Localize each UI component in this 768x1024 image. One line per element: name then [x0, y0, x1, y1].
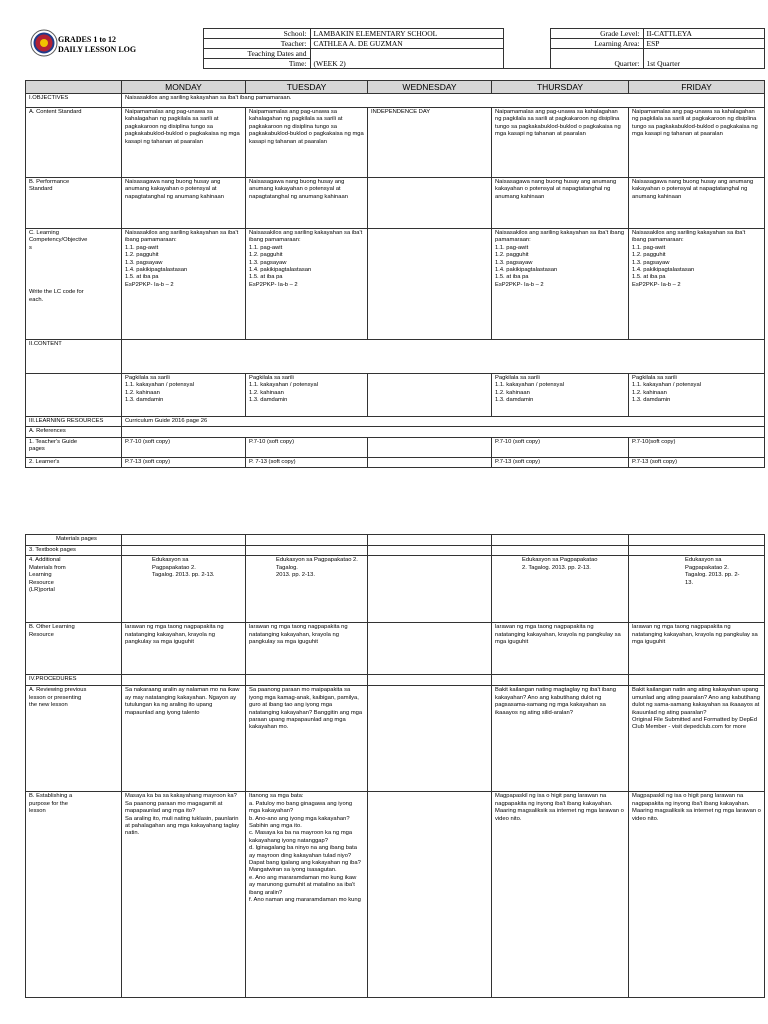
lesson-log-table-page1: [25, 80, 765, 468]
day-friday: FRIDAY: [629, 81, 765, 94]
other-resources-row: [26, 623, 765, 675]
day-tuesday: TUESDAY: [246, 81, 368, 94]
performance-standard-fri: Naisasagawa nang buong husay ang anumang kakayahan o potensyal at napagtatanghal ng anumang kahinaan: [629, 178, 765, 229]
additional-materials-row: [26, 556, 765, 623]
school-value: LAMBAKIN ELEMENTARY SCHOOL: [310, 29, 503, 39]
grade-level-value: II-CATTLEYA: [643, 29, 764, 39]
content-standard-tue: Naipamamalas ang pag-unawa sa kahalagahan ng pagkilala sa sarili at pagkakaroon ng disiplina tungo sa pagkakabuklod-buklod o pagkakaisa ng mga kasapi ng tahanan at paaralan: [246, 108, 368, 178]
content-standard-mon: Naipamamalas ang pag-unawa sa kahalagahan ng pagkilala sa sarili at pagkakaroon ng disiplina tungo sa pagkakabuklod-buklod o pagkakaisa ng mga kasapi ng tahanan at paaralan: [122, 108, 246, 178]
learners-tue: P. 7-13 (soft copy): [246, 457, 368, 467]
day-header-row: [26, 81, 765, 94]
content-wed: [368, 374, 492, 417]
teachers-guide-label: 1. Teacher's Guide pages: [26, 437, 122, 457]
review-label: A. Reviewing previous lesson or presenting the new lesson: [26, 686, 122, 792]
purpose-tue: Itanong sa mga bata: a. Patuloy mo bang ginagawa ang iyong mga kakayahan? b. Ano-ano ang iyong mga kakayahan? Sabihin ang mga ito. c. Masaya ka ba na mayroon ka ng mga kakayahang iyong natanggap? d. Iginagalang ba ninyo na ang ibang bata ay mayroon ding kakayahan tulad niyo? Dapat bang igalang ang kakayahan ng iba? Mangatwiran sa iyong isasagutan. e. Ano ang mararamdaman mo kung ikaw ay marunong gumuhit at matalino sa iba't ibang aralin? f. Ano naman ang mararamdaman mo kung: [246, 792, 368, 998]
dates-label-line1: Teaching Dates and: [247, 49, 307, 58]
purpose-row: [26, 792, 765, 998]
content-label: II.CONTENT: [26, 340, 122, 374]
references-label: A. References: [26, 427, 122, 437]
content-standard-thu: Naipamamalas ang pag-unawa sa kahalagahan ng pagkilala sa sarili at pagkakaroon ng disiplina tungo sa pagkakabuklod-buklod o pagkakaisa ng mga kasapi ng tahanan at paaralan: [492, 108, 629, 178]
purpose-thu: Magpapaskil ng isa o higit pang larawan na nagpapakita ng inyong iba't ibang kakayahan. Maaring magsaliksik sa internet ng mga larawan o video nito.: [492, 792, 629, 998]
school-label: School:: [203, 29, 310, 39]
performance-standard-wed: [368, 178, 492, 229]
quarter-label: Quarter:: [550, 49, 643, 69]
performance-standard-mon: Naisasagawa nang buong husay ang anumang kakayahan o potensyal at napagtatanghal ng anumang kahinaan: [122, 178, 246, 229]
resources-label: III.LEARNING RESOURCES: [26, 417, 122, 427]
content-thu: Pagkilala sa sarili 1.1. kakayahan / potensyal 1.2. kahinaan 1.3. damdamin: [492, 374, 629, 417]
textbook-label: 3. Textbook pages: [26, 546, 122, 556]
competency-tue: Naisasakilos ang sariling kakayahan sa iba't ibang pamamaraan: 1.1. pag-awit 1.2. pagguhit 1.3. pagsayaw 1.4. pakikipagtalastasan 1.5. at iba pa EsP2PKP- Ia-b – 2: [246, 229, 368, 340]
additional-thu: Edukasyon sa Pagpapakatao 2. Tagalog. 2013. pp. 2-13.: [492, 556, 629, 623]
materials-pages-label: Materials pages: [26, 535, 122, 546]
competency-row: [26, 229, 765, 340]
learners-mon: P.7-13 (soft copy): [122, 457, 246, 467]
teachers-guide-thu: P.7-10 (soft copy): [492, 437, 629, 457]
competency-thu: Naisasakilos ang sariling kakayahan sa iba't ibang pamamaraan: 1.1. pag-awit 1.2. pagguhit 1.3. pagsayaw 1.4. pakikipagtalastasan 1.5. at iba pa EsP2PKP- Ia-b – 2: [492, 229, 629, 340]
purpose-label: B. Establishing a purpose for the lesson: [26, 792, 122, 998]
dates-label-line2: Time:: [203, 59, 310, 69]
competency-mon: Naisasakilos ang sariling kakayahan sa iba't ibang pamamaraan: 1.1. pag-awit 1.2. pagguhit 1.3. pagsayaw 1.4. pakikipagtalastasan 1.5. at iba pa EsP2PKP- Ia-b – 2: [122, 229, 246, 340]
other-mon: larawan ng mga taong nagpapakita ng natatanging kakayahan, krayola ng pangkulay sa mga iguguhit: [122, 623, 246, 675]
header-info-table: [25, 28, 765, 69]
competency-label: C. Learning Competency/Objective s Write the LC code for each.: [26, 229, 122, 340]
dates-label: [203, 49, 310, 59]
teachers-guide-row: [26, 437, 765, 457]
teacher-label: Teacher:: [203, 39, 310, 49]
quarter-value: 1st Quarter: [643, 49, 764, 69]
learning-area-label: Learning Area:: [550, 39, 643, 49]
additional-fri: Edukasyon sa Pagpapakatao 2. Tagalog. 2013. pp. 2- 13.: [629, 556, 765, 623]
performance-standard-row: [26, 178, 765, 229]
content-standard-fri: Naipamamalas ang pag-unawa sa kahalagahan ng pagkilala sa sarili at pagkakaroon ng disiplina tungo sa pagkakabuklod-buklod o pagkakaisa ng mga kasapi ng tahanan at paaralan: [629, 108, 765, 178]
content-mon: Pagkilala sa sarili 1.1. kakayahan / potensyal 1.2. kahinaan 1.3. damdamin: [122, 374, 246, 417]
learners-label: 2. Learner's: [26, 457, 122, 467]
content-standard-wed: INDEPENDENCE DAY: [368, 108, 492, 178]
content-fri: Pagkilala sa sarili 1.1. kakayahan / potensyal 1.2. kahinaan 1.3. damdamin: [629, 374, 765, 417]
review-row: [26, 686, 765, 792]
textbook-row: [26, 546, 765, 556]
purpose-fri: Magpapaskil ng isa o higit pang larawan na nagpapakita ng inyong iba't ibang kakayahan. Maaring magsaliksik sa internet ng mga larawan o video nito.: [629, 792, 765, 998]
objectives-label: I.OBJECTIVES: [26, 94, 122, 108]
objectives-text: Naisasakilos ang sariling kakayahan sa iba't ibang pamamaraan.: [122, 94, 765, 108]
teachers-guide-fri: P.7-10(soft copy): [629, 437, 765, 457]
procedures-label: IV.PROCEDURES: [26, 675, 122, 686]
references-row: [26, 427, 765, 437]
teacher-value: CATHLEA A. DE GUZMAN: [310, 39, 503, 49]
learners-fri: P.7-13 (soft copy): [629, 457, 765, 467]
resources-text: Curriculum Guide 2016 page 26: [122, 417, 765, 427]
day-thursday: THURSDAY: [492, 81, 629, 94]
content-tue: Pagkilala sa sarili 1.1. kakayahan / potensyal 1.2. kahinaan 1.3. damdamin: [246, 374, 368, 417]
resources-row: [26, 417, 765, 427]
teachers-guide-tue: P.7-10 (soft copy): [246, 437, 368, 457]
teachers-guide-mon: P.7-10 (soft copy): [122, 437, 246, 457]
day-monday: MONDAY: [122, 81, 246, 94]
other-resources-label: B. Other Learning Resource: [26, 623, 122, 675]
additional-tue: Edukasyon sa Pagpapakatao 2. Tagalog. 2013. pp. 2-13.: [246, 556, 368, 623]
learners-thu: P.7-13 (soft copy): [492, 457, 629, 467]
performance-standard-tue: Naisasagawa nang buong husay ang anumang kakayahan o potensyal at napagtatanghal ng anumang kahinaan: [246, 178, 368, 229]
form-title-line2: DAILY LESSON LOG: [58, 45, 137, 54]
content-topics-row: [26, 374, 765, 417]
other-fri: larawan ng mga taong nagpapakita ng natatanging kakayahan, krayola ng pangkulay sa mga iguguhit: [629, 623, 765, 675]
other-thu: larawan ng mga taong nagpapakita ng natatanging kakayahan, krayola ng pangkulay sa mga iguguhit: [492, 623, 629, 675]
review-thu: Bakit kailangan nating magtaglay ng iba't ibang kakayahan? Ano ang kabutihang dulot ng pagsasama-samang ng mga kakayahan sa ikaaayos ng ating silid-aralan?: [492, 686, 629, 792]
lesson-log-table-page2: [25, 534, 765, 998]
purpose-mon: Masaya ka ba sa kakayahang mayroon ka? Sa paanong paraan mo magagamit at mapapaunlad ang mga ito? Sa araling ito, muli nating tuklasin, paunlarin at pahalagahan ang mga kakayahang taglay natin.: [122, 792, 246, 998]
dates-value: (WEEK 2): [310, 49, 503, 69]
day-wednesday: WEDNESDAY: [368, 81, 492, 94]
form-title-line1: GRADES 1 to 12: [58, 35, 117, 44]
additional-materials-label: 4. Additional Materials from Learning Resource (LR)portal: [26, 556, 122, 623]
competency-wed: [368, 229, 492, 340]
content-standard-row: [26, 108, 765, 178]
grade-level-label: Grade Level:: [550, 29, 643, 39]
review-fri: Bakit kailangan natin ang ating kakayahan upang umunlad ang ating paaralan? Ano ang kabutihang dulot ng sama-samang kakayahan sa ikaaayos at ikauunlad ng ating paaralan? Original File Submitted and Formatted by DepEd Club Member - visit depedclub.com for more: [629, 686, 765, 792]
additional-mon: Edukasyon sa Pagpapakatao 2. Tagalog. 2013. pp. 2-13.: [122, 556, 246, 623]
procedures-row: [26, 675, 765, 686]
learners-material-row: [26, 457, 765, 467]
learning-area-value: ESP: [643, 39, 764, 49]
performance-standard-label: B. Performance Standard: [26, 178, 122, 229]
performance-standard-thu: Naisasagawa nang buong husay ang anumang kakayahan o potensyal at napagtatanghal ng anumang kahinaan: [492, 178, 629, 229]
content-row: [26, 340, 765, 374]
other-tue: larawan ng mga taong nagpapakita ng natatanging kakayahan, krayola ng pangkulay sa mga iguguhit: [246, 623, 368, 675]
content-standard-label: A. Content Standard: [26, 108, 122, 178]
materials-pages-row: [26, 535, 765, 546]
competency-fri: Naisasakilos ang sariling kakayahan sa iba't ibang pamamaraan: 1.1. pag-awit 1.2. pagguhit 1.3. pagsayaw 1.4. pakikipagtalastasan 1.5. at iba pa EsP2PKP- Ia-b – 2: [629, 229, 765, 340]
objectives-row: [26, 94, 765, 108]
review-mon: Sa nakaraang aralin ay nalaman mo na ikaw ay may natatanging kakayahan. Ngayon ay tutulungan ka ng araling ito upang mapaunlad ang iyong talento: [122, 686, 246, 792]
review-tue: Sa paanong paraan mo maipapakita sa iyong mga kamag-anak, kaibigan, pamilya, guro at ibang tao ang iyong mga natatanging kakayahan? Banggitin ang mga paraan upang mapapaunlad ang mga kakayahan mo.: [246, 686, 368, 792]
